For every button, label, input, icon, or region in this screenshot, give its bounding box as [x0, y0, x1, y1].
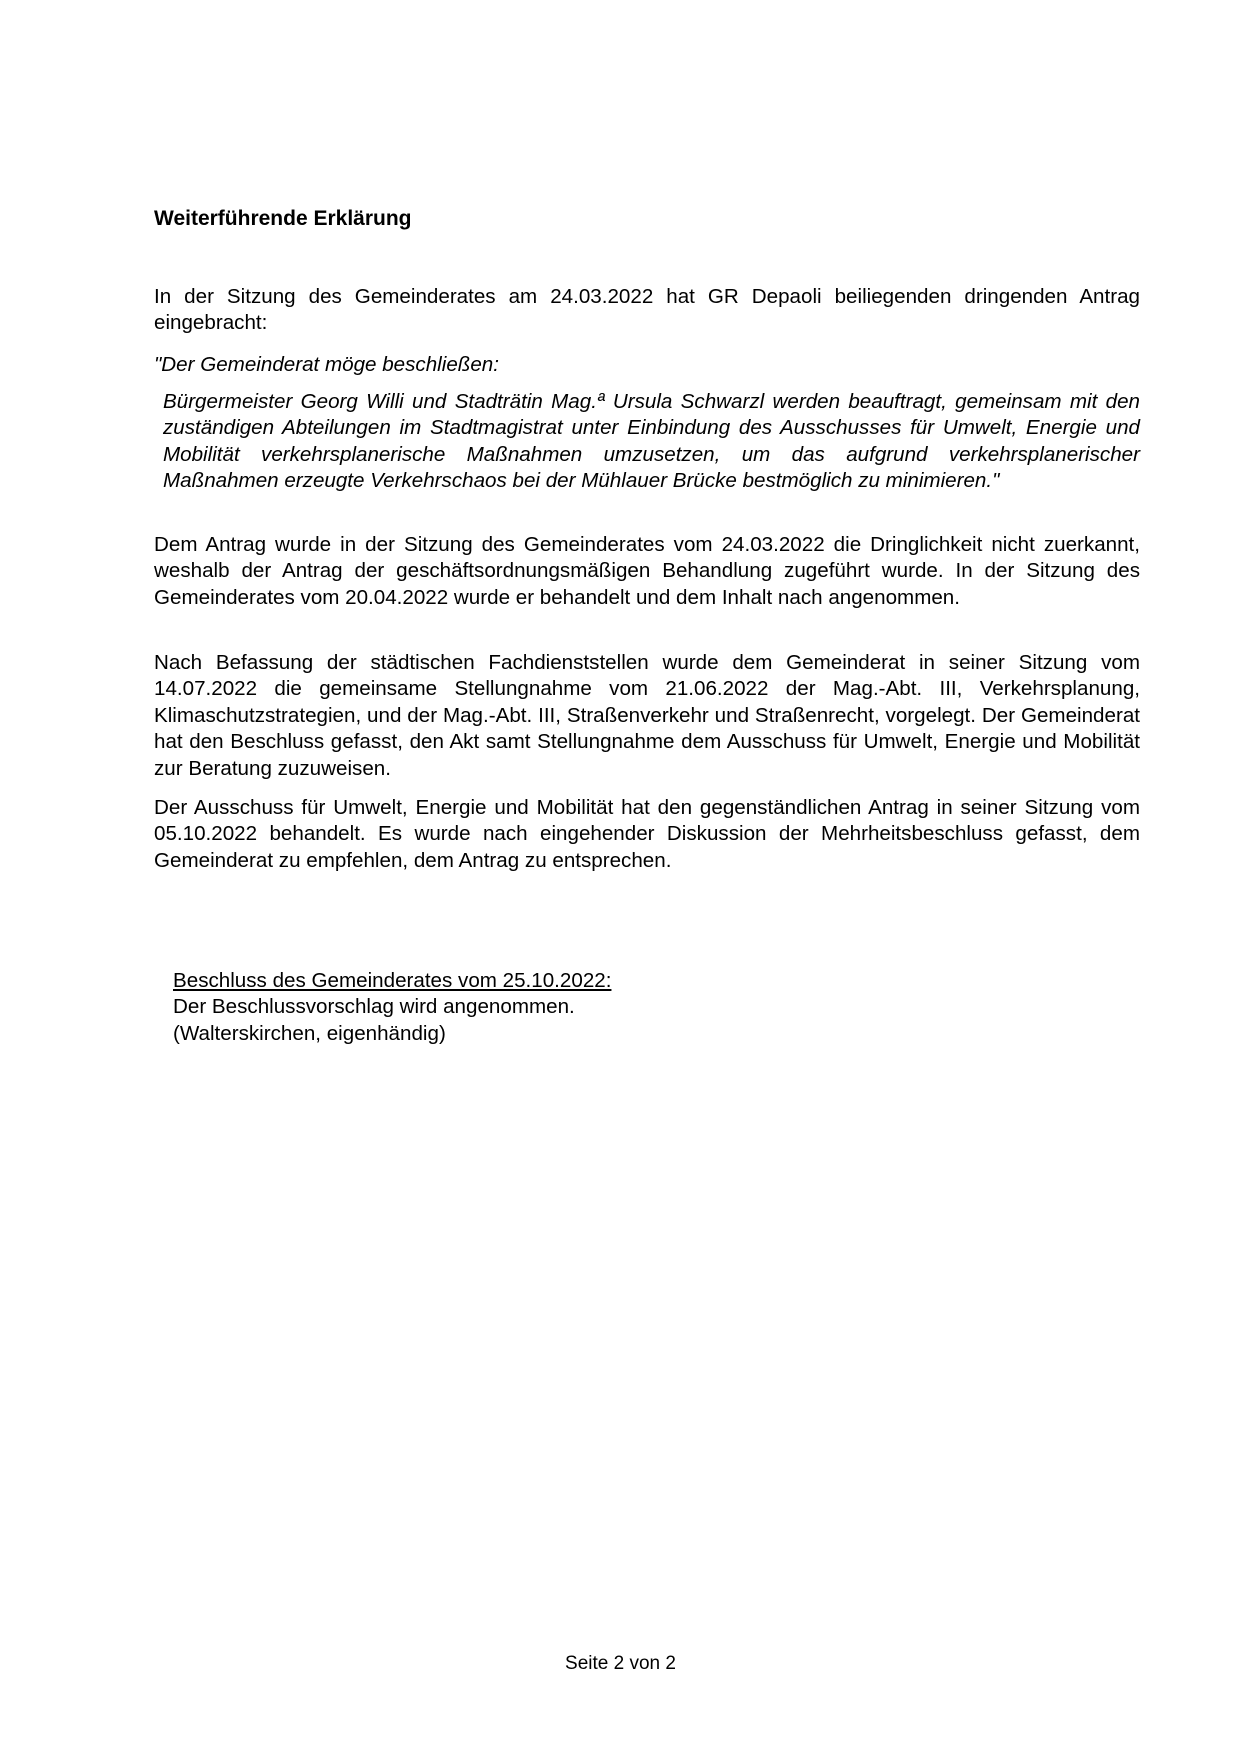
- paragraph-statement: Nach Befassung der städtischen Fachdienststellen wurde dem Gemeinderat in seiner Sitzung vom 14.07.2022 die gemeinsame Stellungnahme vom 21.06.2022 der Mag.-Abt. III, Verkehrsplanung, Klimaschutzstrategien, und der Mag.-Abt. III, Straßenverkehr und Straßenrecht, vorgelegt. Der Gemeinderat hat den Beschluss gefasst, den Akt samt Stellungnahme dem Ausschuss für Umwelt, Energie und Mobilität zur Beratung zuzuweisen.: [154, 651, 1140, 780]
- paragraph-motion-submitted: In der Sitzung des Gemeinderates am 24.03.2022 hat GR Depaoli beiliegenden dringenden Antrag eingebracht:: [154, 285, 1140, 335]
- quote-intro: "Der Gemeinderat möge beschließen:: [154, 353, 499, 376]
- quote-body: Bürgermeister Georg Willi und Stadträtin Mag.ª Ursula Schwarzl werden beauftragt, gemeinsam mit den zuständigen Abteilungen im Stadtmagistrat unter Einbindung des Ausschusses für Umwelt, Energie und Mobilität verkehrsplanerische Maßnahmen umzusetzen, um das aufgrund verkehrsplanerischer Maßnahmen erzeugte Verkehrschaos bei der Mühlauer Brücke bestmöglich zu minimieren.": [163, 390, 1140, 493]
- decision-title: Beschluss des Gemeinderates vom 25.10.2022:: [173, 969, 612, 992]
- paragraph-urgency: Dem Antrag wurde in der Sitzung des Gemeinderates vom 24.03.2022 die Dringlichkeit nicht zuerkannt, weshalb der Antrag der geschäftsordnungsmäßigen Behandlung zugeführt wurde. In der Sitzung des Gemeinderates vom 20.04.2022 wurde er behandelt und dem Inhalt nach angenommen.: [154, 533, 1140, 609]
- decision-signature: (Walterskirchen, eigenhändig): [173, 1021, 446, 1045]
- paragraph-committee: Der Ausschuss für Umwelt, Energie und Mobilität hat den gegenständlichen Antrag in seiner Sitzung vom 05.10.2022 behandelt. Es wurde nach eingehender Diskussion der Mehrheitsbeschluss gefasst, dem Gemeinderat zu empfehlen, dem Antrag zu entsprechen.: [154, 796, 1140, 872]
- decision-block: [173, 968, 611, 1047]
- decision-text: Der Beschlussvorschlag wird angenommen.: [173, 995, 575, 1019]
- section-heading: Weiterführende Erklärung: [154, 207, 412, 230]
- page-number: Seite 2 von 2: [565, 1653, 676, 1674]
